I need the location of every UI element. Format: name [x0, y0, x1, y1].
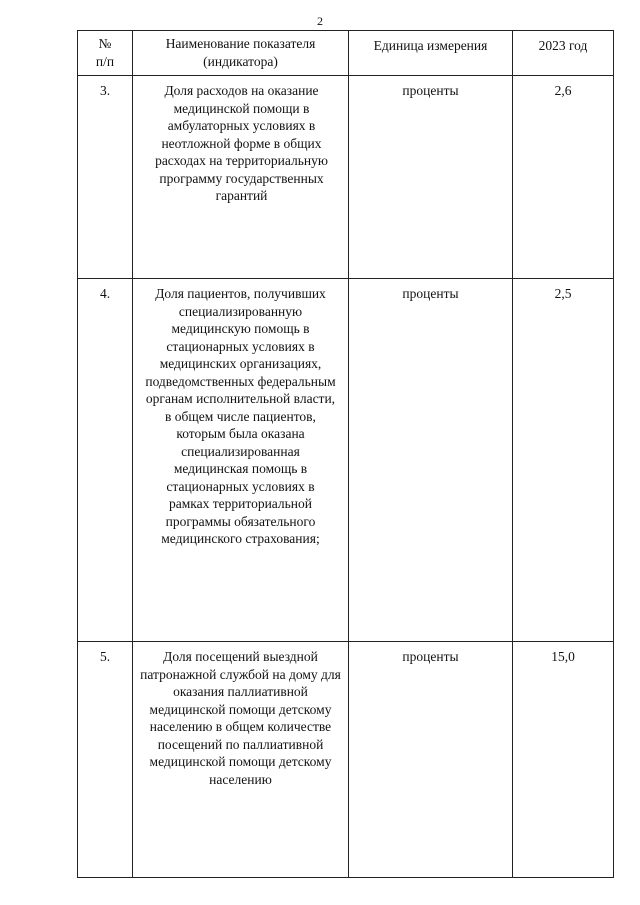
header-year	[513, 31, 614, 76]
row-number: 4.	[99, 286, 111, 301]
header-unit-label: Единица измерения	[373, 38, 488, 53]
header-name	[133, 31, 349, 76]
row-unit-cell	[349, 279, 513, 642]
header-name-label: Наименование показателя (индикатора)	[165, 36, 316, 69]
header-number-label: № п/п	[95, 36, 115, 69]
row-unit-cell	[349, 642, 513, 878]
row-unit: проценты	[402, 649, 459, 664]
row-value-cell	[513, 76, 614, 279]
row-number: 5.	[99, 649, 111, 664]
row-value: 2,6	[554, 83, 572, 98]
table-row	[78, 76, 614, 279]
row-name-cell	[133, 642, 349, 878]
row-value-cell	[513, 279, 614, 642]
row-name: Доля расходов на оказание медицинской помощи в амбулаторных условиях в неотложной форме в общих расходах на территориальную программу государственных гарантий	[155, 83, 328, 203]
row-unit: проценты	[402, 286, 459, 301]
row-number-cell	[78, 76, 133, 279]
row-name: Доля посещений выездной патронажной службой на дому для оказания паллиативной медицинской помощи детскому населению в общем количестве посещений по паллиативной медицинской помощи детскому населению	[140, 649, 341, 787]
page-number: 2	[317, 14, 323, 28]
row-unit: проценты	[402, 83, 459, 98]
row-number-cell	[78, 642, 133, 878]
row-unit-cell	[349, 76, 513, 279]
row-name-cell	[133, 76, 349, 279]
row-value: 15,0	[551, 649, 575, 664]
row-number-cell	[78, 279, 133, 642]
indicators-table	[77, 30, 614, 878]
header-number	[78, 31, 133, 76]
table-row	[78, 279, 614, 642]
table-row	[78, 642, 614, 878]
row-value-cell	[513, 642, 614, 878]
table-header-row	[78, 31, 614, 76]
row-value: 2,5	[554, 286, 572, 301]
header-year-label: 2023 год	[538, 38, 588, 53]
row-number: 3.	[99, 83, 111, 98]
row-name: Доля пациентов, получивших специализированную медицинскую помощь в стационарных условиях в медицинских организациях, подведомственных федеральным органам исполнительной власти, в общем числе пациентов, которым была оказана специализированная медицинская помощь в стационарных условиях в рамках территориальной программы обязательного медицинского страхования;	[145, 286, 336, 546]
header-unit	[349, 31, 513, 76]
row-name-cell	[133, 279, 349, 642]
